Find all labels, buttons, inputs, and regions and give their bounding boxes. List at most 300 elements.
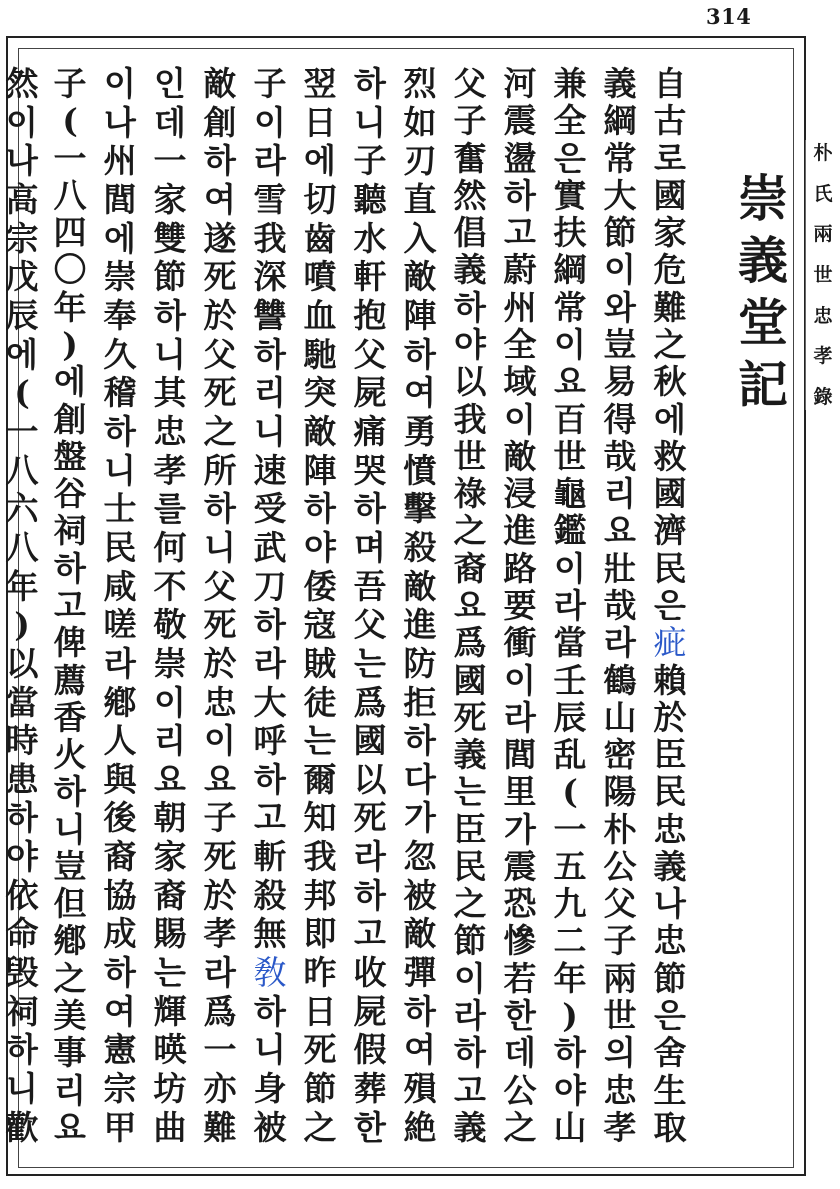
glyph: 라	[254, 643, 286, 683]
glyph: 리	[604, 474, 636, 514]
glyph: 하	[454, 287, 486, 327]
text-column-13	[48, 66, 92, 1146]
glyph: 에	[54, 362, 86, 402]
glyph: 俾	[53, 623, 87, 663]
glyph: 는	[304, 721, 336, 761]
glyph: 之	[203, 411, 237, 451]
glyph: 防	[403, 643, 437, 683]
glyph: 니	[6, 1069, 38, 1109]
glyph: 여	[204, 179, 236, 219]
glyph: 於	[653, 697, 687, 737]
glyph: 로	[654, 138, 686, 178]
glyph: 吾	[353, 566, 387, 606]
glyph: 以	[453, 362, 487, 402]
glyph: 孝	[153, 450, 187, 490]
glyph: 家	[153, 837, 187, 877]
text-column-14	[0, 66, 44, 1146]
glyph: 父	[453, 64, 487, 103]
glyph: 我	[453, 399, 487, 439]
glyph: 速	[253, 450, 287, 490]
glyph: 生	[653, 1070, 687, 1110]
glyph: 稽	[103, 373, 137, 413]
glyph: 哉	[603, 585, 637, 625]
glyph: 年	[5, 566, 39, 606]
glyph: 하	[204, 489, 236, 529]
glyph: 久	[103, 334, 137, 374]
glyph: 然	[5, 64, 39, 103]
glyph: 데	[154, 102, 186, 142]
glyph: 裔	[453, 548, 487, 588]
glyph: 軒	[353, 257, 387, 297]
glyph: 家	[653, 213, 687, 253]
glyph: 孝	[603, 1107, 637, 1147]
glyph: 日	[303, 991, 337, 1031]
glyph: 衝	[503, 623, 537, 663]
text-column-3	[548, 66, 592, 1146]
glyph: 突	[303, 373, 337, 413]
glyph: 於	[203, 875, 237, 915]
glyph: 綱	[603, 101, 637, 141]
glyph: 香	[53, 697, 87, 737]
glyph: 假	[353, 1030, 387, 1070]
glyph: 要	[503, 585, 537, 625]
glyph: )	[562, 996, 578, 1036]
glyph: 야	[454, 324, 486, 364]
glyph: 直	[403, 179, 437, 219]
glyph: 고	[354, 914, 386, 954]
glyph: 하	[154, 295, 186, 335]
glyph: 後	[103, 798, 137, 838]
glyph: 는	[354, 643, 386, 683]
glyph: 父	[603, 884, 637, 924]
glyph: 命	[5, 914, 39, 954]
glyph: 河	[503, 64, 537, 103]
glyph: 節	[603, 213, 637, 253]
glyph: 하	[354, 64, 386, 103]
glyph: 라	[354, 837, 386, 877]
glyph: 敵	[303, 411, 337, 451]
glyph: 이	[204, 721, 236, 761]
glyph: 崇	[153, 643, 187, 683]
glyph: 危	[653, 250, 687, 290]
glyph: 百	[553, 399, 587, 439]
glyph: 朴	[813, 142, 833, 164]
glyph: 하	[404, 721, 436, 761]
glyph: 以	[353, 759, 387, 799]
glyph: 記	[738, 355, 788, 414]
glyph: 死	[303, 1030, 337, 1070]
text-column-5	[448, 66, 492, 1146]
glyph: 被	[253, 1107, 287, 1147]
glyph: 니	[154, 334, 186, 374]
glyph: (	[562, 772, 578, 812]
glyph: 리	[254, 373, 286, 413]
glyph: 義	[603, 64, 637, 103]
glyph: 州	[503, 287, 537, 327]
glyph: 고	[454, 1070, 486, 1110]
glyph: 하	[404, 334, 436, 374]
glyph: 公	[503, 1070, 537, 1110]
glyph: 實	[553, 175, 587, 215]
glyph: 陣	[403, 295, 437, 335]
glyph: 擊	[403, 489, 437, 529]
glyph: 敵	[403, 566, 437, 606]
glyph: 谷	[53, 474, 87, 514]
text-column-8	[298, 66, 342, 1146]
glyph: 堂	[738, 293, 788, 352]
glyph: 入	[403, 218, 437, 258]
glyph: 民	[453, 846, 487, 886]
glyph: 戊	[5, 257, 39, 297]
glyph: 은	[654, 996, 686, 1036]
glyph: 이	[454, 958, 486, 998]
glyph: 忠	[153, 411, 187, 451]
glyph: 齒	[303, 218, 337, 258]
glyph: 〇	[53, 250, 87, 290]
glyph: 敬	[153, 605, 187, 645]
glyph: 賊	[303, 643, 337, 683]
glyph: 이	[504, 399, 536, 439]
glyph: 遂	[203, 218, 237, 258]
glyph: 데	[504, 1033, 536, 1073]
glyph: 死	[203, 605, 237, 645]
glyph: 이	[104, 64, 136, 103]
glyph: 憲	[103, 1030, 137, 1070]
glyph: 義	[453, 735, 487, 775]
glyph: 은	[654, 585, 686, 625]
glyph: 요	[554, 362, 586, 402]
glyph: 하	[354, 875, 386, 915]
glyph: 屍	[353, 991, 387, 1031]
glyph: 倡	[453, 213, 487, 253]
glyph: 하	[254, 605, 286, 645]
glyph: 忠	[813, 304, 833, 327]
glyph: 咸	[103, 566, 137, 606]
glyph: 라	[454, 996, 486, 1036]
glyph: 死	[203, 257, 237, 297]
glyph: 寇	[303, 605, 337, 645]
glyph: 哉	[603, 436, 637, 476]
text-column-9	[248, 66, 292, 1146]
glyph: 進	[503, 511, 537, 551]
glyph: 日	[303, 102, 337, 142]
glyph: 兼	[553, 64, 587, 103]
glyph: 父	[353, 605, 387, 645]
glyph: 朴	[603, 809, 637, 849]
glyph: 其	[153, 373, 187, 413]
glyph: 身	[253, 1069, 287, 1109]
glyph: 山	[553, 1107, 587, 1147]
glyph: 錄	[813, 385, 833, 408]
glyph: 義	[453, 1107, 487, 1147]
glyph: 世	[553, 436, 587, 476]
glyph: 刀	[253, 566, 287, 606]
text-column-10	[198, 66, 242, 1146]
glyph: 倭	[303, 566, 337, 606]
glyph: 四	[53, 213, 87, 253]
glyph: 兩	[813, 223, 833, 246]
glyph: 은	[554, 138, 586, 178]
glyph: 以	[5, 643, 39, 683]
glyph: 敵	[403, 257, 437, 297]
glyph: 年	[53, 287, 87, 327]
glyph: 고	[504, 213, 536, 253]
glyph: 요	[604, 511, 636, 551]
glyph: 馳	[303, 334, 337, 374]
glyph: 常	[553, 287, 587, 327]
glyph: 全	[503, 324, 537, 364]
glyph: 曲	[153, 1107, 187, 1147]
glyph: 被	[403, 875, 437, 915]
glyph: 亦	[203, 1069, 237, 1109]
glyph: 年	[553, 958, 587, 998]
glyph: 當	[5, 682, 39, 722]
glyph: 知	[303, 798, 337, 838]
glyph: 父	[203, 334, 237, 374]
glyph: 義	[653, 846, 687, 886]
glyph: 收	[353, 953, 387, 993]
glyph: 國	[653, 474, 687, 514]
glyph: 一	[203, 1030, 237, 1070]
glyph: 이	[504, 660, 536, 700]
glyph: 爲	[353, 682, 387, 722]
glyph: 之	[53, 958, 87, 998]
glyph: 賴	[653, 660, 687, 700]
glyph: 斬	[253, 837, 287, 877]
glyph: 하	[454, 1033, 486, 1073]
glyph: 義	[453, 250, 487, 290]
glyph: 이	[554, 548, 586, 588]
glyph: 야	[554, 1070, 586, 1110]
glyph: 하	[254, 991, 286, 1031]
glyph: 之	[453, 884, 487, 924]
glyph: 宗	[103, 1069, 137, 1109]
glyph: 敵	[403, 914, 437, 954]
text-column-6	[398, 66, 442, 1146]
glyph: 壬	[553, 660, 587, 700]
glyph: 火	[53, 735, 87, 775]
glyph: 路	[503, 548, 537, 588]
glyph: 里	[503, 772, 537, 812]
glyph: 聽	[353, 179, 387, 219]
glyph: 恐	[503, 884, 537, 924]
glyph: 邦	[303, 875, 337, 915]
glyph: 山	[603, 697, 637, 737]
glyph: 忽	[403, 837, 437, 877]
glyph: 武	[253, 527, 287, 567]
glyph: 難	[203, 1107, 237, 1147]
glyph: 殺	[403, 527, 437, 567]
glyph: 忠	[653, 921, 687, 961]
glyph: 라	[604, 623, 636, 663]
glyph: 憤	[403, 450, 437, 490]
glyph: 五	[553, 846, 587, 886]
glyph: 하	[6, 798, 38, 838]
glyph: 父	[203, 566, 237, 606]
glyph: 祠	[5, 991, 39, 1031]
glyph: 臣	[453, 809, 487, 849]
glyph: 요	[154, 759, 186, 799]
glyph: 에	[304, 141, 336, 181]
glyph: 世	[813, 263, 833, 286]
glyph: 拒	[403, 682, 437, 722]
glyph: 盤	[53, 436, 87, 476]
glyph: 人	[103, 721, 137, 761]
glyph: 朝	[153, 798, 187, 838]
glyph: 雙	[153, 218, 187, 258]
glyph: 鶴	[603, 660, 637, 700]
glyph: 니	[204, 527, 236, 567]
glyph: 世	[603, 996, 637, 1036]
glyph: 若	[503, 958, 537, 998]
glyph: 水	[353, 218, 387, 258]
glyph: 一	[153, 141, 187, 181]
glyph: 成	[103, 914, 137, 954]
glyph: 當	[553, 623, 587, 663]
glyph: 에	[6, 334, 38, 374]
glyph: 義	[738, 231, 788, 290]
glyph: 創	[53, 399, 87, 439]
glyph: 一	[553, 809, 587, 849]
glyph: 秋	[653, 362, 687, 402]
glyph: 公	[603, 846, 637, 886]
glyph: 常	[603, 138, 637, 178]
highlighted-glyph: 敎	[253, 953, 287, 993]
glyph: 救	[653, 436, 687, 476]
glyph: 니	[104, 450, 136, 490]
glyph: 慘	[503, 921, 537, 961]
glyph: 다	[404, 759, 436, 799]
glyph: 之	[303, 1107, 337, 1147]
glyph: 氏	[813, 182, 833, 205]
glyph: 於	[203, 295, 237, 335]
glyph: 祠	[53, 511, 87, 551]
glyph: 大	[603, 175, 637, 215]
glyph: 하	[404, 991, 436, 1031]
glyph: 民	[103, 527, 137, 567]
glyph: 何	[153, 527, 187, 567]
glyph: 之	[503, 1107, 537, 1147]
glyph: 니	[354, 102, 386, 142]
glyph: 忠	[203, 682, 237, 722]
glyph: 나	[654, 884, 686, 924]
glyph: 舍	[653, 1033, 687, 1073]
glyph: 屍	[353, 373, 387, 413]
glyph: 一	[5, 411, 39, 451]
glyph: 敵	[503, 436, 537, 476]
glyph: 臣	[653, 735, 687, 775]
glyph: 無	[253, 914, 287, 954]
text-column-4	[498, 66, 542, 1146]
glyph: 여	[404, 373, 436, 413]
glyph: 賜	[153, 914, 187, 954]
glyph: 震	[503, 846, 537, 886]
glyph: 自	[653, 64, 687, 103]
glyph: 陣	[303, 450, 337, 490]
glyph: 子	[453, 101, 487, 141]
glyph: 裔	[153, 875, 187, 915]
page-number: 314	[706, 4, 752, 29]
glyph: 綱	[553, 250, 587, 290]
glyph: 라	[204, 953, 236, 993]
glyph: 子	[603, 921, 637, 961]
glyph: 爲	[453, 623, 487, 663]
glyph: 勇	[403, 411, 437, 451]
glyph: 死	[453, 697, 487, 737]
glyph: 奮	[453, 138, 487, 178]
glyph: 하	[104, 953, 136, 993]
glyph: 扶	[553, 213, 587, 253]
glyph: 死	[203, 837, 237, 877]
glyph: 歡	[5, 1107, 39, 1147]
glyph: 毁	[5, 953, 39, 993]
glyph: 坊	[153, 1069, 187, 1109]
glyph: 徒	[303, 682, 337, 722]
glyph: 辰	[5, 295, 39, 335]
glyph: 但	[53, 884, 87, 924]
glyph: 鄕	[53, 921, 87, 961]
glyph: 閭	[503, 735, 537, 775]
glyph: 에	[654, 399, 686, 439]
page-title	[728, 168, 798, 414]
glyph: 薦	[53, 660, 87, 700]
glyph: 八	[53, 175, 87, 215]
glyph: 여	[104, 991, 136, 1031]
glyph: 敵	[203, 64, 237, 103]
glyph: 鄕	[103, 682, 137, 722]
glyph: 리	[54, 1070, 86, 1110]
glyph: 痛	[353, 411, 387, 451]
glyph: 崇	[103, 257, 137, 297]
glyph: 閭	[103, 179, 137, 219]
glyph: 噴	[303, 257, 337, 297]
glyph: 暎	[153, 1030, 187, 1070]
glyph: 即	[303, 914, 337, 954]
glyph: 嗟	[103, 605, 137, 645]
glyph: 인	[154, 64, 186, 103]
glyph: 는	[154, 953, 186, 993]
glyph: 하	[304, 489, 336, 529]
glyph: 取	[653, 1107, 687, 1147]
glyph: 가	[504, 809, 536, 849]
glyph: 爾	[303, 759, 337, 799]
glyph: 이	[554, 324, 586, 364]
glyph: 宗	[5, 218, 39, 258]
glyph: 國	[653, 175, 687, 215]
glyph: 九	[553, 884, 587, 924]
glyph: 하	[204, 141, 236, 181]
text-column-11	[148, 66, 192, 1146]
glyph: 이	[254, 102, 286, 142]
glyph: 고	[254, 798, 286, 838]
glyph: 二	[553, 921, 587, 961]
glyph: 節	[153, 257, 187, 297]
glyph: 殺	[253, 875, 287, 915]
glyph: 乱	[553, 735, 587, 775]
glyph: 爲	[203, 991, 237, 1031]
glyph: 子	[53, 64, 87, 103]
glyph: 奉	[103, 295, 137, 335]
glyph: 呼	[253, 721, 287, 761]
glyph: 家	[153, 179, 187, 219]
glyph: 濟	[653, 511, 687, 551]
glyph: 나	[6, 141, 38, 181]
glyph: 鑑	[553, 511, 587, 551]
glyph: )	[14, 605, 30, 645]
glyph: 八	[5, 527, 39, 567]
glyph: 니	[54, 809, 86, 849]
glyph: 하	[6, 1030, 38, 1070]
